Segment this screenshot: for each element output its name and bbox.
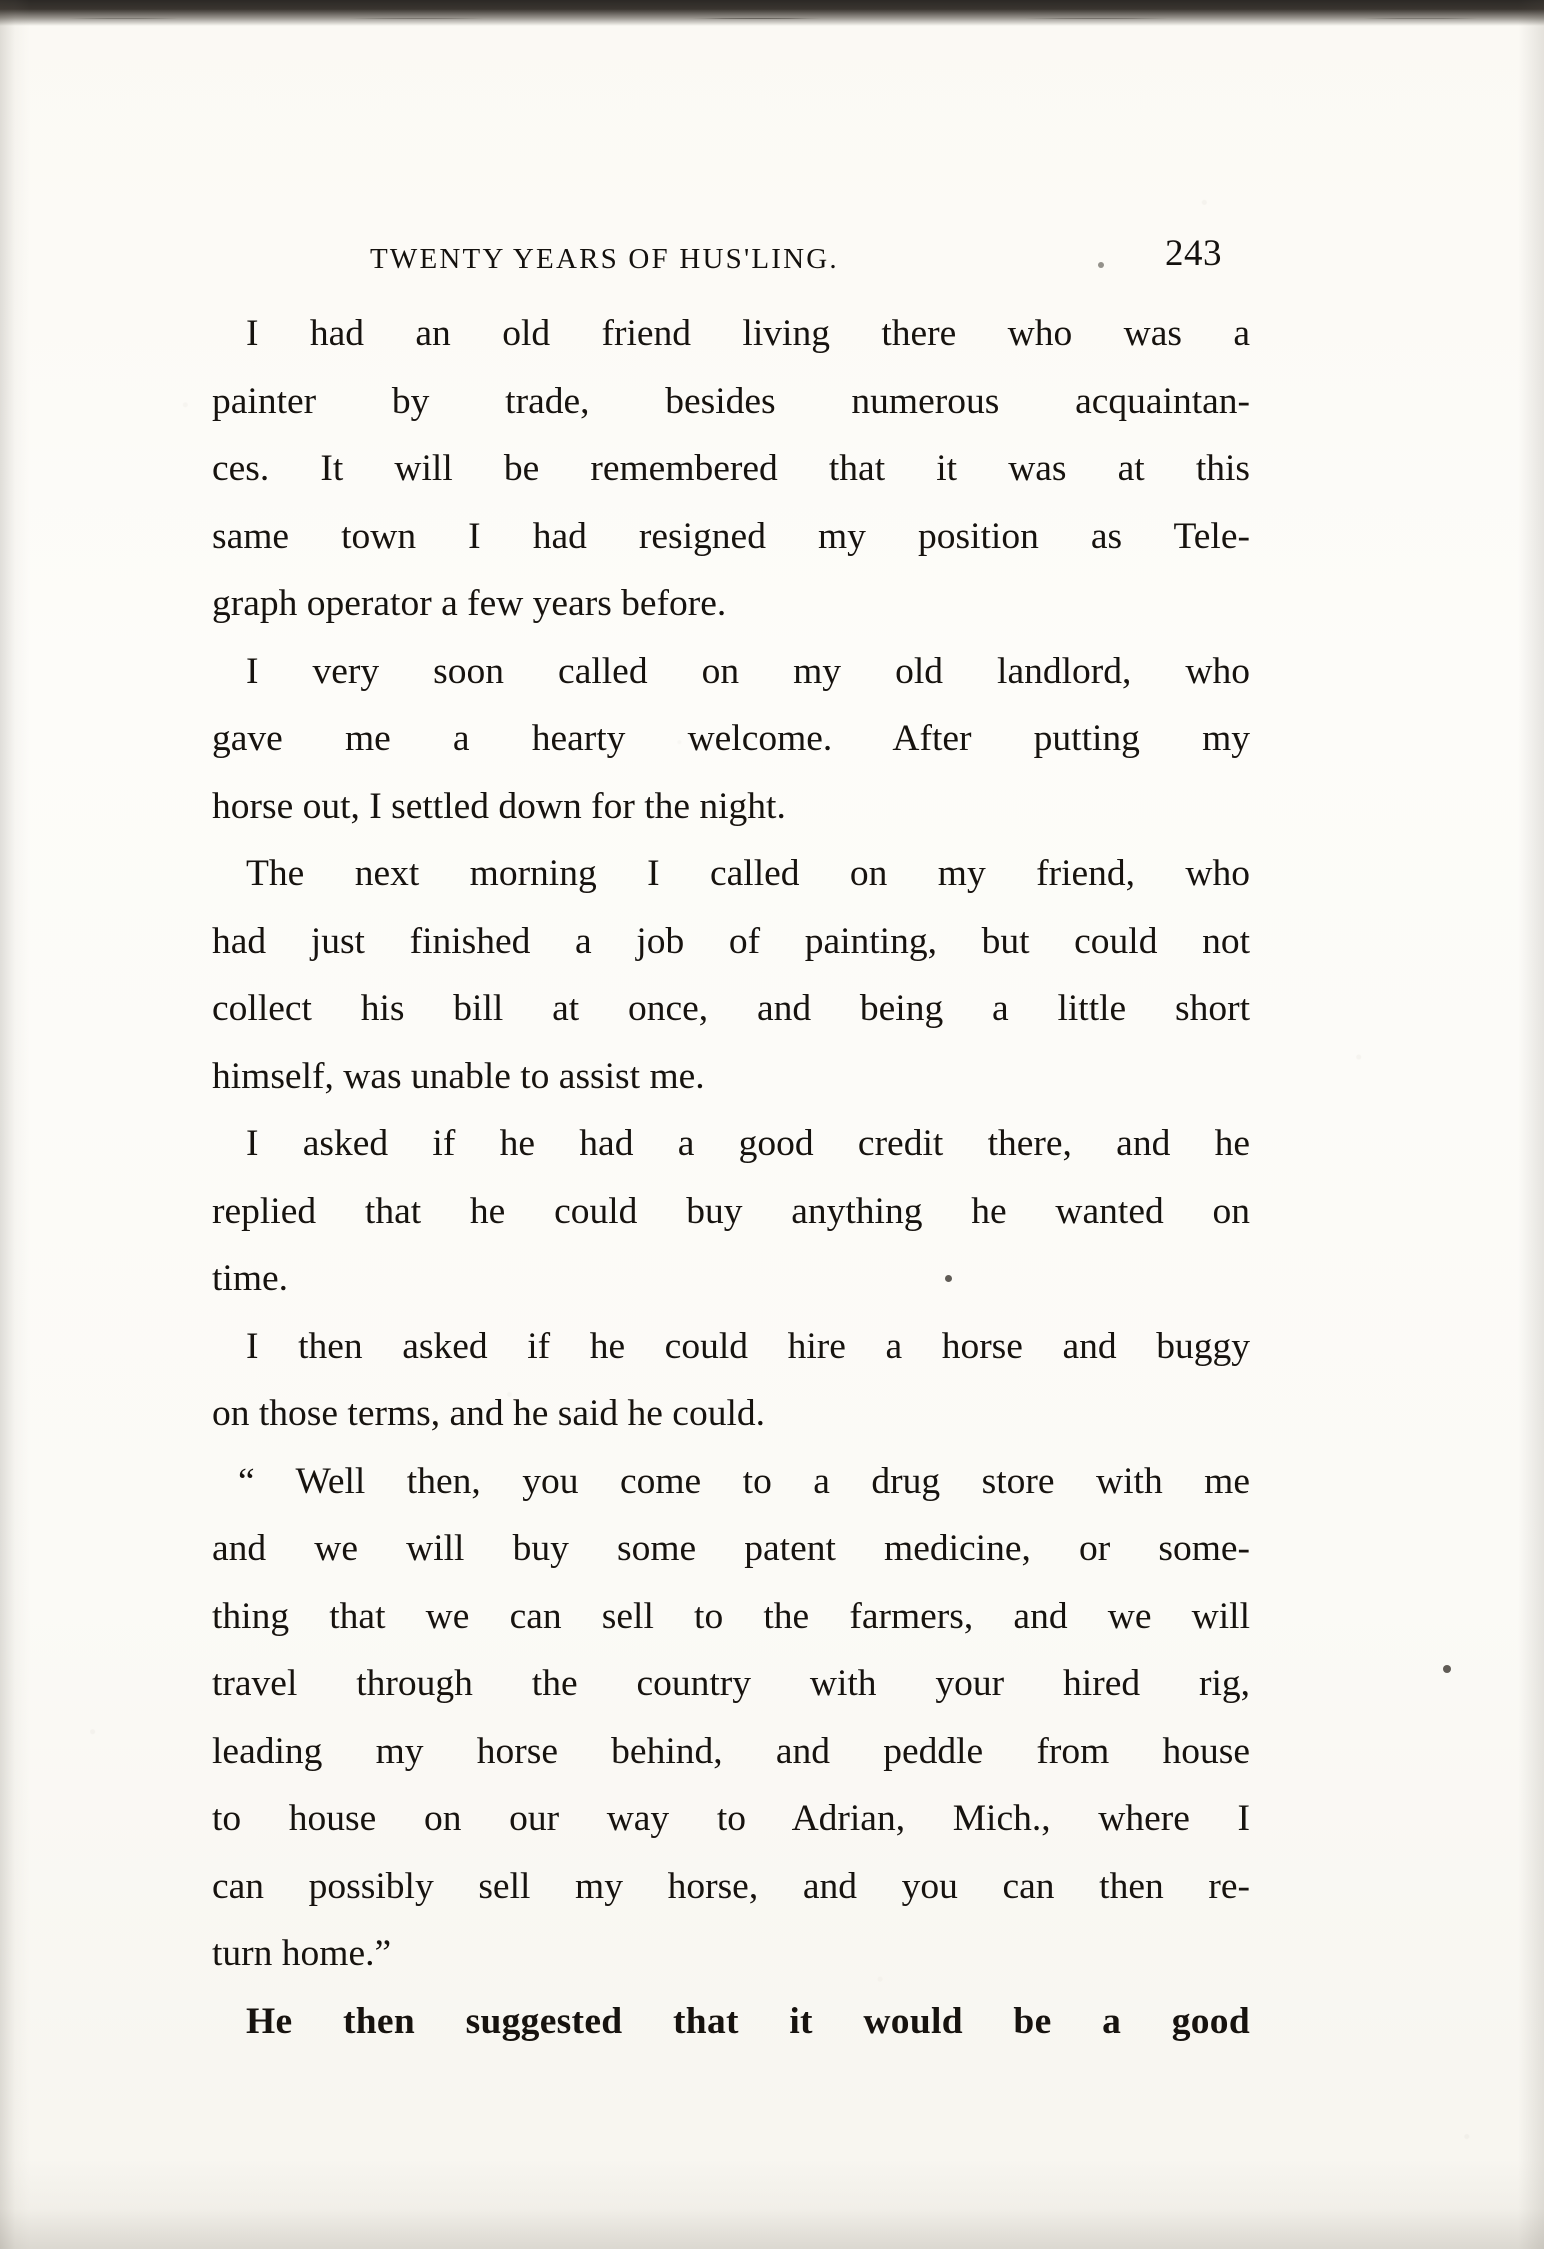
paragraph [178, 840, 1250, 1110]
text-line: “ Well then, you come to a drug store with me [238, 1460, 1250, 1502]
ink-speck [1443, 1665, 1451, 1673]
text-line: replied that he could buy anything he wanted on [212, 1190, 1250, 1232]
text-line: I had an old friend living there who was a [246, 313, 1250, 354]
text-line: gave me a hearty welcome. After putting my [212, 718, 1250, 759]
text-line: and we will buy some patent medicine, or some- [212, 1528, 1250, 1569]
paragraph [178, 1448, 1250, 1988]
text-line: The next morning I called on my friend, who [246, 853, 1250, 894]
scan-right-edge [1518, 0, 1544, 2249]
text-line: graph operator a few years before. [212, 583, 727, 624]
scan-left-edge [0, 0, 30, 2249]
text-line: had just finished a job of painting, but could not [212, 920, 1250, 962]
text-line: on those terms, and he said he could. [212, 1393, 765, 1434]
scan-top-edge [0, 0, 1544, 26]
text-line: thing that we can sell to the farmers, and we will [212, 1595, 1250, 1637]
text-line: leading my horse behind, and peddle from house [212, 1730, 1250, 1772]
paragraph [178, 638, 1250, 841]
page-number: 243 [1165, 233, 1222, 274]
text-line: I then asked if he could hire a horse and buggy [246, 1325, 1250, 1367]
text-line: I asked if he had a good credit there, and he [246, 1123, 1250, 1164]
text-line: travel through the country with your hired rig, [212, 1663, 1250, 1704]
body-text [178, 300, 1250, 2055]
text-line: horse out, I settled down for the night. [212, 785, 786, 827]
text-line: to house on our way to Adrian, Mich., where I [212, 1798, 1250, 1839]
paragraph [178, 1110, 1250, 1313]
text-line: turn home.” [212, 1933, 392, 1974]
text-line: collect his bill at once, and being a little short [212, 988, 1250, 1029]
text-line: He then suggested that it would be a good [246, 2000, 1250, 2042]
text-line: same town I had resigned my position as Tele- [212, 515, 1250, 557]
paragraph [178, 1988, 1250, 2056]
text-line: I very soon called on my old landlord, who [246, 650, 1250, 692]
text-line: can possibly sell my horse, and you can then re- [212, 1865, 1250, 1907]
paragraph [178, 300, 1250, 638]
text-line: himself, was unable to assist me. [212, 1055, 705, 1097]
scan-bottom-edge [0, 2159, 1544, 2249]
text-line: time. [212, 1258, 289, 1299]
text-line: painter by trade, besides numerous acquaintan- [212, 380, 1250, 422]
running-head-title: TWENTY YEARS OF HUS'LING. [370, 243, 839, 275]
text-line: ces. It will be remembered that it was at this [212, 448, 1250, 489]
paragraph [178, 1313, 1250, 1448]
running-head [370, 240, 1270, 276]
